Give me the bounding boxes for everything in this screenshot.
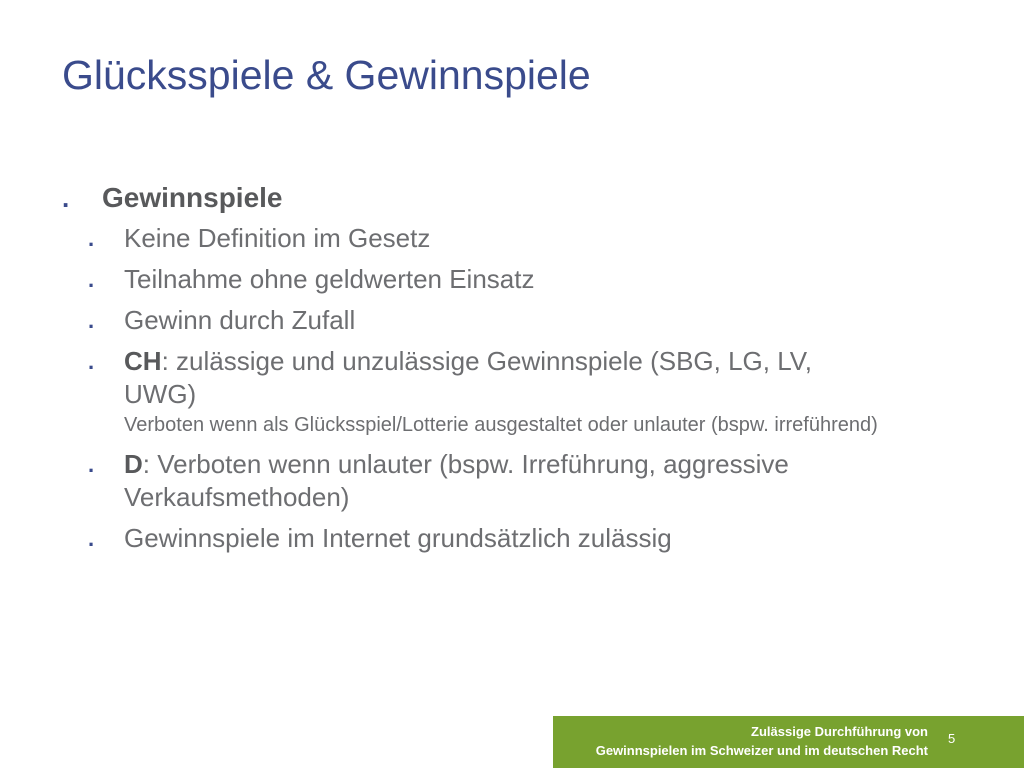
sub-note-text: Verboten wenn als Glücksspiel/Lotterie ausgestaltet oder unlauter (bspw. irreführend) <box>124 414 878 436</box>
item-label: D <box>124 449 143 479</box>
bullet-marker: . <box>88 308 95 333</box>
item-text: Teilnahme ohne geldwerten Einsatz <box>124 264 535 294</box>
bullet-marker: . <box>88 267 95 292</box>
item-label: CH <box>124 346 162 376</box>
list-item <box>88 222 942 255</box>
bullet-marker: . <box>88 526 95 551</box>
section-heading: Gewinnspiele <box>102 182 283 213</box>
list-item <box>88 345 942 440</box>
item-text: Gewinnspiele im Internet grundsätzlich zulässig <box>124 523 672 553</box>
bullet-marker: . <box>88 452 95 477</box>
bullet-marker: . <box>88 349 95 374</box>
list-item <box>88 448 942 514</box>
bullet-section <box>62 182 942 563</box>
footer-bar <box>553 716 1024 768</box>
item-text: : Verboten wenn unlauter (bspw. Irreführung, aggressive Verkaufsmethoden) <box>124 449 789 512</box>
item-text: Keine Definition im Gesetz <box>124 223 431 253</box>
list-item <box>88 304 942 337</box>
bullet-list <box>62 222 942 555</box>
list-item <box>88 522 942 555</box>
item-text: : zulässige und unzulässige Gewinnspiele (SBG, LG, LV, UWG) <box>124 346 812 409</box>
sub-note <box>124 411 884 440</box>
page-number: 5 <box>948 731 956 746</box>
slide-title: Glücksspiele & Gewinnspiele <box>62 52 591 98</box>
item-text: Gewinn durch Zufall <box>124 305 356 335</box>
footer-line-2: Gewinnspielen im Schweizer und im deutschen Recht <box>595 743 928 758</box>
footer-line-1: Zulässige Durchführung von <box>751 724 928 739</box>
list-item <box>88 263 942 296</box>
bullet-marker: . <box>88 226 95 251</box>
footer-title <box>596 722 928 760</box>
section-heading-row <box>62 182 942 214</box>
bullet-marker: . <box>62 183 70 213</box>
